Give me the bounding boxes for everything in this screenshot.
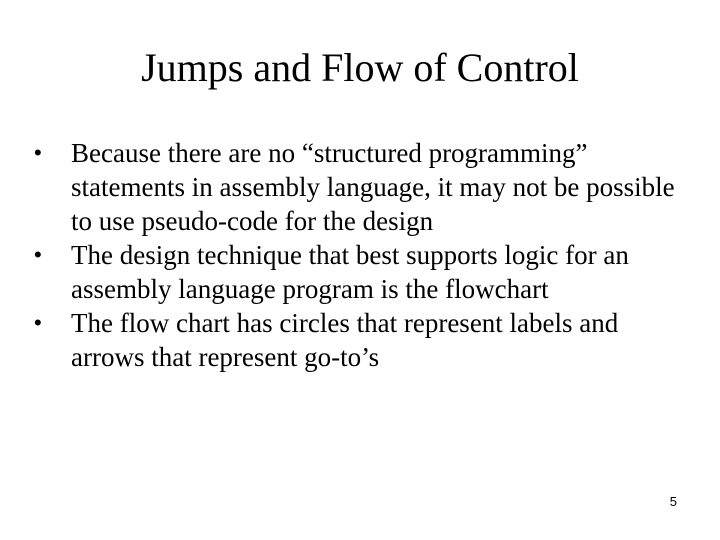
- bullet-text: The flow chart has circles that represent labels and arrows that represent go-to’s: [71, 308, 619, 372]
- bullet-text: Because there are no “structured programming” statements in assembly language, it may not be possible to use pseudo-code for the design: [71, 138, 675, 236]
- bullet-text: The design technique that best supports logic for an assembly language program is the flowchart: [71, 240, 629, 304]
- bullet-item: [34, 136, 694, 238]
- slide-title: Jumps and Flow of Control: [141, 45, 579, 90]
- bullet-dot-icon: •: [34, 310, 42, 335]
- bullet-dot-icon: •: [34, 242, 42, 267]
- bullet-item: [34, 306, 694, 374]
- page-number: 5: [669, 494, 677, 509]
- bullet-dot-icon: •: [34, 140, 42, 165]
- bullet-list: [34, 136, 694, 374]
- bullet-item: [34, 238, 694, 306]
